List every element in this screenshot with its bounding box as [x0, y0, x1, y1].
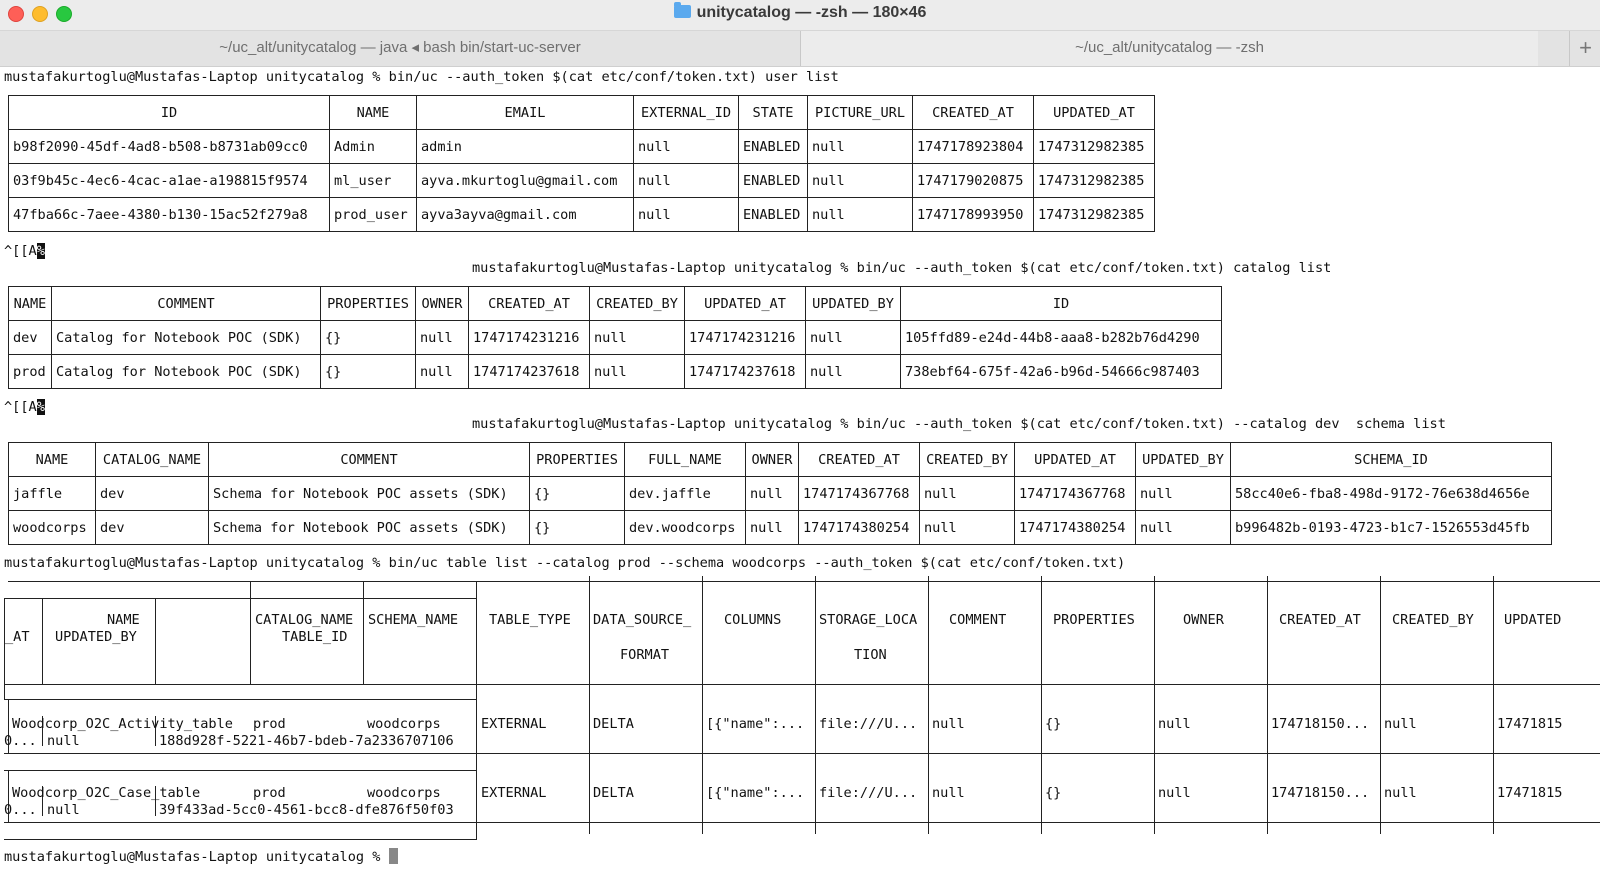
command-line-user-list: mustafakurtoglu@Mustafas-Laptop unitycatalog % bin/uc --auth_token $(cat etc/conf/token.txt) user list: [4, 69, 839, 85]
table-cell: 1747174237618: [469, 355, 590, 389]
schemas-table: [8, 442, 1552, 545]
table-cell: null: [1158, 716, 1191, 732]
table-cell: null: [920, 477, 1015, 511]
column-header: STATE: [739, 96, 808, 130]
column-header: OWNER: [1183, 612, 1224, 628]
column-header: _AT: [5, 629, 30, 645]
table-cell: prod_user: [330, 198, 417, 232]
table-cell: null: [932, 716, 965, 732]
catalogs-table: [8, 286, 1222, 389]
column-header: DATA_SOURCE_: [593, 612, 692, 628]
table-cell: ENABLED: [739, 164, 808, 198]
column-header: COLUMNS: [724, 612, 782, 628]
table-cell: Catalog for Notebook POC (SDK): [52, 321, 321, 355]
column-header: FORMAT: [620, 647, 670, 663]
tables-list-output: [0, 576, 1600, 858]
table-cell: DELTA: [593, 716, 634, 732]
table-cell: DELTA: [593, 785, 634, 801]
table-cell: null: [590, 321, 685, 355]
table-cell: 188d928f-5221-46b7-bdeb-7a2336707106: [159, 733, 454, 749]
column-header: COMMENT: [209, 443, 530, 477]
column-header: SCHEMA_ID: [1231, 443, 1552, 477]
table-cell: dev: [96, 511, 209, 545]
column-header: TABLE_ID: [282, 629, 348, 645]
column-header: PROPERTIES: [321, 287, 416, 321]
table-cell: null: [808, 198, 913, 232]
table-cell: dev: [96, 477, 209, 511]
tab-uc-server[interactable]: ~/uc_alt/unitycatalog — java ◂ bash bin/start-uc-server: [0, 31, 801, 66]
table-cell: 105ffd89-e24d-44b8-aaa8-b282b76d4290: [901, 321, 1222, 355]
column-header: UPDATED_AT: [1015, 443, 1136, 477]
table-cell: 0...: [4, 802, 37, 818]
percent-marker: %: [36, 243, 45, 259]
command-line-catalog-list: mustafakurtoglu@Mustafas-Laptop unitycatalog % bin/uc --auth_token $(cat etc/conf/token.txt) catalog list: [472, 260, 1332, 276]
table-cell: [{"name":...: [706, 785, 805, 801]
table-row: [9, 511, 1552, 545]
folder-icon: [674, 5, 691, 18]
column-header: PROPERTIES: [530, 443, 625, 477]
table-cell: null: [932, 785, 965, 801]
table-cell: null: [1384, 785, 1417, 801]
table-cell: woodcorps: [367, 785, 441, 801]
column-header: STORAGE_LOCA: [819, 612, 918, 628]
column-header: CATALOG_NAME: [96, 443, 209, 477]
table-cell: 738ebf64-675f-42a6-b96d-54666c987403: [901, 355, 1222, 389]
table-cell: 0...: [4, 733, 37, 749]
table-cell: null: [416, 355, 469, 389]
table-cell: ayva.mkurtoglu@gmail.com: [417, 164, 634, 198]
table-cell: 58cc40e6-fba8-498d-9172-76e638d4656e: [1231, 477, 1552, 511]
column-header: NAME: [107, 612, 140, 628]
table-header-row: [9, 96, 1155, 130]
column-header: CREATED_BY: [920, 443, 1015, 477]
window-title-text: unitycatalog — -zsh — 180×46: [696, 4, 927, 21]
command-line-schema-list: mustafakurtoglu@Mustafas-Laptop unitycatalog % bin/uc --auth_token $(cat etc/conf/token.txt) --catalog dev schema list: [472, 416, 1446, 432]
table-cell: Schema for Notebook POC assets (SDK): [209, 511, 530, 545]
table-cell: null: [634, 198, 739, 232]
table-cell: b996482b-0193-4723-b1c7-1526553d45fb: [1231, 511, 1552, 545]
table-cell: jaffle: [9, 477, 96, 511]
column-header: EXTERNAL_ID: [634, 96, 739, 130]
table-cell: {}: [321, 321, 416, 355]
table-cell: 1747174237618: [685, 355, 806, 389]
table-cell: 174718150...: [1271, 785, 1370, 801]
table-cell: woodcorps: [367, 716, 441, 732]
column-header: FULL_NAME: [625, 443, 746, 477]
table-cell: Admin: [330, 130, 417, 164]
table-row: [9, 198, 1155, 232]
tab-zsh[interactable]: ~/uc_alt/unitycatalog — -zsh: [801, 31, 1538, 66]
column-header: TION: [854, 647, 887, 663]
table-cell: file:///U...: [819, 716, 918, 732]
table-cell: b98f2090-45df-4ad8-b508-b8731ab09cc0: [9, 130, 330, 164]
table-row: [9, 321, 1222, 355]
column-header: PICTURE_URL: [808, 96, 913, 130]
text-cursor: [389, 848, 398, 864]
table-cell: 1747178923804: [913, 130, 1034, 164]
table-cell: 1747174367768: [799, 477, 920, 511]
table-cell: null: [808, 164, 913, 198]
column-header: TABLE_TYPE: [489, 612, 571, 628]
table-cell: ENABLED: [739, 198, 808, 232]
column-header: ID: [9, 96, 330, 130]
table-cell: Woodcorp_O2C_Activity_table: [12, 716, 233, 732]
column-header: CATALOG_NAME: [255, 612, 354, 628]
escape-sequence-text: ^[[A: [4, 243, 37, 259]
table-cell: null: [634, 164, 739, 198]
column-header: PROPERTIES: [1053, 612, 1135, 628]
table-cell: null: [806, 321, 901, 355]
table-cell: admin: [417, 130, 634, 164]
column-header: OWNER: [416, 287, 469, 321]
table-cell: null: [1384, 716, 1417, 732]
escape-sequence-line: [4, 242, 45, 260]
table-cell: null: [1136, 477, 1231, 511]
table-cell: [{"name":...: [706, 716, 805, 732]
table-cell: null: [47, 802, 80, 818]
column-header: COMMENT: [52, 287, 321, 321]
table-cell: {}: [530, 477, 625, 511]
table-cell: prod: [253, 716, 286, 732]
table-cell: ENABLED: [739, 130, 808, 164]
table-cell: null: [1158, 785, 1191, 801]
column-header: CREATED_AT: [799, 443, 920, 477]
table-cell: null: [806, 355, 901, 389]
table-cell: Catalog for Notebook POC (SDK): [52, 355, 321, 389]
table-row: [9, 355, 1222, 389]
table-cell: null: [590, 355, 685, 389]
table-cell: prod: [9, 355, 52, 389]
column-header: EMAIL: [417, 96, 634, 130]
table-header-row: [9, 287, 1222, 321]
table-cell: 1747312982385: [1034, 130, 1155, 164]
percent-marker: %: [36, 399, 45, 415]
table-cell: dev.woodcorps: [625, 511, 746, 545]
table-cell: dev.jaffle: [625, 477, 746, 511]
table-cell: 1747174367768: [1015, 477, 1136, 511]
table-cell: ml_user: [330, 164, 417, 198]
new-tab-button[interactable]: +: [1569, 31, 1600, 66]
table-cell: 39f433ad-5cc0-4561-bcc8-dfe876f50f03: [159, 802, 454, 818]
table-cell: 17471815: [1497, 785, 1563, 801]
escape-sequence-text: ^[[A: [4, 399, 37, 415]
table-cell: Schema for Notebook POC assets (SDK): [209, 477, 530, 511]
terminal-output[interactable]: [0, 66, 1600, 888]
column-header: UPDATED_BY: [806, 287, 901, 321]
column-header: ID: [901, 287, 1222, 321]
table-cell: {}: [321, 355, 416, 389]
column-header: UPDATED: [1504, 612, 1562, 628]
users-table: [8, 95, 1155, 232]
table-cell: woodcorps: [9, 511, 96, 545]
column-header: NAME: [330, 96, 417, 130]
window-title: [0, 4, 1600, 22]
table-cell: 1747174231216: [685, 321, 806, 355]
table-cell: null: [808, 130, 913, 164]
table-cell: 1747174380254: [1015, 511, 1136, 545]
table-cell: 1747178993950: [913, 198, 1034, 232]
tab-bar: [0, 31, 1600, 67]
column-header: UPDATED_AT: [685, 287, 806, 321]
table-cell: {}: [530, 511, 625, 545]
table-cell: Woodcorp_O2C_Case_table: [12, 785, 201, 801]
table-cell: {}: [1045, 785, 1062, 801]
table-cell: 03f9b45c-4ec6-4cac-a1ae-a198815f9574: [9, 164, 330, 198]
table-cell: file:///U...: [819, 785, 918, 801]
table-cell: 1747312982385: [1034, 198, 1155, 232]
table-cell: prod: [253, 785, 286, 801]
column-header: CREATED_BY: [590, 287, 685, 321]
table-cell: null: [746, 477, 799, 511]
table-row: [9, 130, 1155, 164]
table-cell: null: [416, 321, 469, 355]
command-line-table-list: mustafakurtoglu@Mustafas-Laptop unitycatalog % bin/uc table list --catalog prod --schema woodcorps --auth_token $(cat etc/conf/token.txt): [4, 555, 1126, 571]
final-prompt-line[interactable]: [4, 848, 398, 866]
table-cell: null: [634, 130, 739, 164]
table-cell: 1747179020875: [913, 164, 1034, 198]
column-header: CREATED_AT: [1279, 612, 1361, 628]
column-header: UPDATED_BY: [1136, 443, 1231, 477]
table-row: [9, 164, 1155, 198]
column-header: UPDATED_AT: [1034, 96, 1155, 130]
table-cell: 17471815: [1497, 716, 1563, 732]
table-cell: 1747312982385: [1034, 164, 1155, 198]
column-header: OWNER: [746, 443, 799, 477]
column-header: CREATED_BY: [1392, 612, 1474, 628]
escape-sequence-line: [4, 398, 45, 416]
table-cell: null: [920, 511, 1015, 545]
column-header: COMMENT: [949, 612, 1007, 628]
table-cell: 47fba66c-7aee-4380-b130-15ac52f279a8: [9, 198, 330, 232]
table-cell: ayva3ayva@gmail.com: [417, 198, 634, 232]
table-cell: 174718150...: [1271, 716, 1370, 732]
window-titlebar: [0, 0, 1600, 31]
table-row: [9, 477, 1552, 511]
table-cell: null: [1136, 511, 1231, 545]
table-cell: 1747174231216: [469, 321, 590, 355]
table-cell: EXTERNAL: [481, 785, 547, 801]
table-cell: null: [746, 511, 799, 545]
prompt-text: mustafakurtoglu@Mustafas-Laptop unitycatalog %: [4, 849, 389, 865]
column-header: NAME: [9, 287, 52, 321]
column-header: CREATED_AT: [469, 287, 590, 321]
column-header: SCHEMA_NAME: [368, 612, 459, 628]
column-header: UPDATED_BY: [55, 629, 137, 645]
column-header: CREATED_AT: [913, 96, 1034, 130]
table-cell: {}: [1045, 716, 1062, 732]
table-cell: dev: [9, 321, 52, 355]
table-cell: null: [47, 733, 80, 749]
column-header: NAME: [9, 443, 96, 477]
table-cell: EXTERNAL: [481, 716, 547, 732]
table-cell: 1747174380254: [799, 511, 920, 545]
table-header-row: [9, 443, 1552, 477]
